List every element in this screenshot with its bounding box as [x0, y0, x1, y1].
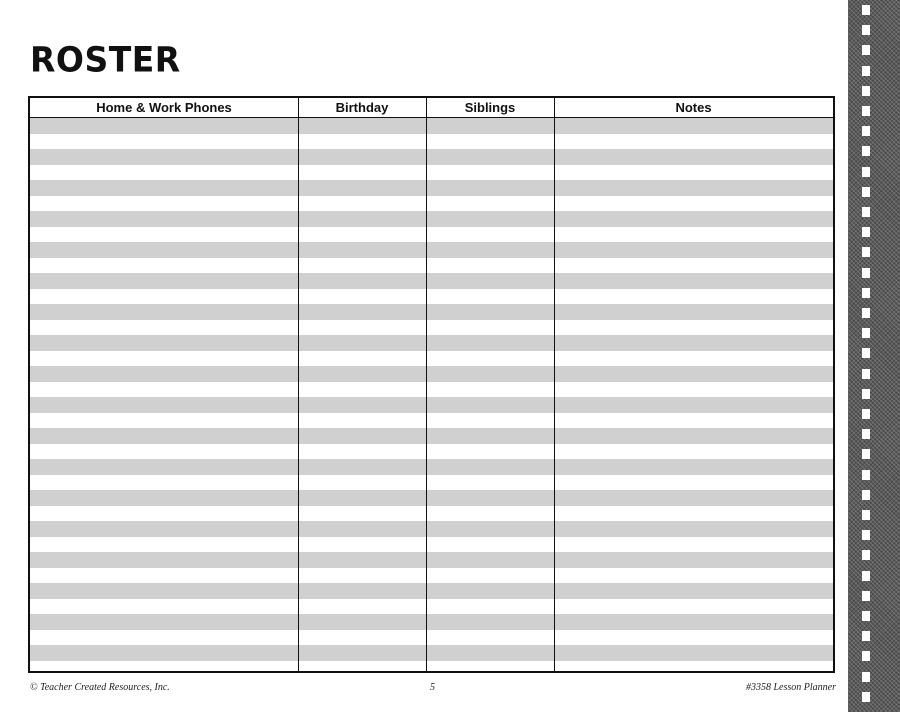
footer-copyright: © Teacher Created Resources, Inc. — [30, 682, 170, 693]
table-row — [30, 211, 833, 227]
table-body — [30, 118, 833, 671]
binding-hole — [862, 45, 870, 55]
footer-product: #3358 Lesson Planner — [746, 682, 836, 693]
binding-hole — [862, 167, 870, 177]
table-row — [30, 583, 833, 599]
page-title: ROSTER — [30, 39, 181, 80]
column-header-siblings: Siblings — [464, 100, 516, 115]
table-row — [30, 490, 833, 506]
table-row — [30, 521, 833, 537]
binding-hole — [862, 449, 870, 459]
binding-hole — [862, 611, 870, 621]
table-row — [30, 134, 833, 150]
table-row — [30, 149, 833, 165]
column-divider — [426, 98, 427, 671]
binding-hole — [862, 369, 870, 379]
binding-hole — [862, 550, 870, 560]
table-row — [30, 227, 833, 243]
column-divider — [554, 98, 555, 671]
binding-hole — [862, 247, 870, 257]
binding-hole — [862, 5, 870, 15]
binding-hole — [862, 308, 870, 318]
binding-hole — [862, 692, 870, 702]
table-row — [30, 459, 833, 475]
table-row — [30, 165, 833, 181]
binding-hole — [862, 268, 870, 278]
binding-hole — [862, 146, 870, 156]
table-row — [30, 630, 833, 646]
binding-hole — [862, 66, 870, 76]
column-header-notes: Notes — [675, 100, 712, 115]
table-row — [30, 614, 833, 630]
table-row — [30, 537, 833, 553]
column-header-birthday: Birthday — [335, 100, 389, 115]
binding-hole — [862, 207, 870, 217]
table-row — [30, 258, 833, 274]
binding-hole — [862, 187, 870, 197]
roster-table — [28, 96, 835, 673]
binding-hole — [862, 348, 870, 358]
table-row — [30, 196, 833, 212]
column-divider — [298, 98, 299, 671]
binding-hole — [862, 651, 870, 661]
table-row — [30, 475, 833, 491]
table-row — [30, 180, 833, 196]
table-row — [30, 413, 833, 429]
table-row — [30, 289, 833, 305]
table-row — [30, 351, 833, 367]
table-row — [30, 397, 833, 413]
binding-hole — [862, 490, 870, 500]
binding-hole — [862, 631, 870, 641]
binding-hole — [862, 389, 870, 399]
binding-strip — [848, 0, 900, 712]
binding-hole — [862, 106, 870, 116]
table-row — [30, 444, 833, 460]
binding-hole — [862, 409, 870, 419]
table-row — [30, 118, 833, 134]
binding-hole — [862, 470, 870, 480]
table-header-row — [30, 98, 833, 118]
table-row — [30, 568, 833, 584]
binding-hole — [862, 126, 870, 136]
binding-hole — [862, 571, 870, 581]
binding-hole — [862, 530, 870, 540]
table-row — [30, 304, 833, 320]
binding-hole — [862, 288, 870, 298]
column-header-phones: Home & Work Phones — [96, 100, 232, 115]
table-row — [30, 320, 833, 336]
binding-hole — [862, 672, 870, 682]
table-row — [30, 552, 833, 568]
table-row — [30, 242, 833, 258]
binding-hole — [862, 25, 870, 35]
table-row — [30, 645, 833, 661]
table-row — [30, 273, 833, 289]
footer-page-number: 5 — [430, 682, 435, 693]
table-row — [30, 366, 833, 382]
table-row — [30, 599, 833, 615]
binding-hole — [862, 429, 870, 439]
binding-hole — [862, 86, 870, 96]
binding-hole — [862, 328, 870, 338]
binding-hole — [862, 510, 870, 520]
binding-hole — [862, 227, 870, 237]
table-row — [30, 335, 833, 351]
binding-hole — [862, 591, 870, 601]
table-row — [30, 506, 833, 522]
table-row — [30, 428, 833, 444]
table-row — [30, 382, 833, 398]
